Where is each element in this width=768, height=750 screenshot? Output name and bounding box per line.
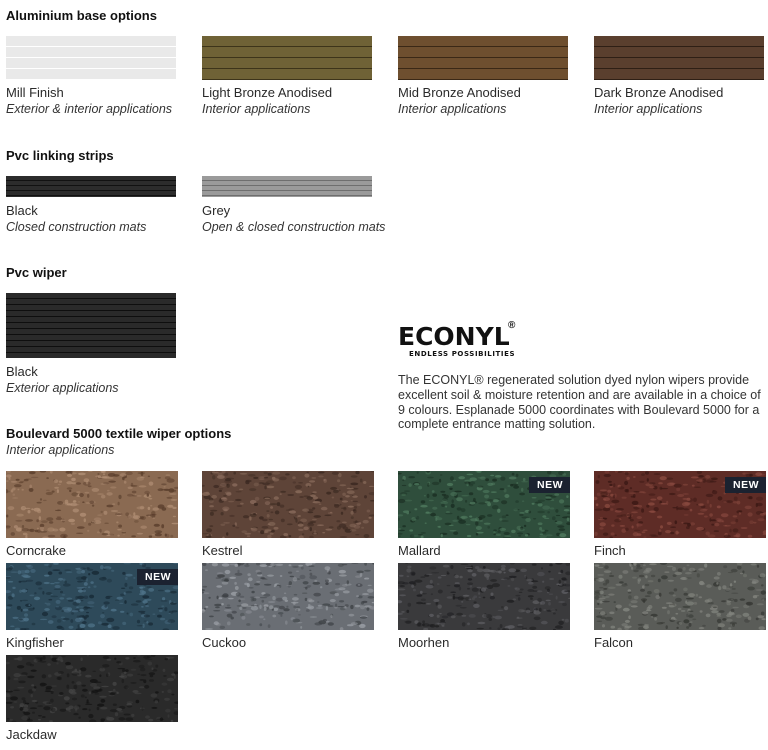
econyl-registered-mark: ® <box>508 320 516 331</box>
textile-kingfisher-swatch <box>6 563 178 630</box>
pvc-strip-grey-swatch <box>202 176 372 197</box>
textile-option-name: Kingfisher <box>6 635 64 650</box>
textile-option-name: Finch <box>594 543 626 558</box>
new-badge: NEW <box>137 569 178 585</box>
pvc-wiper-sub: Exterior applications <box>6 381 119 395</box>
pvc-strips-heading: Pvc linking strips <box>6 148 114 163</box>
aluminium-mid-bronze-anodised-swatch <box>398 36 568 80</box>
pvc-strip-sub: Closed construction mats <box>6 220 147 234</box>
textile-texture <box>202 471 374 538</box>
econyl-logo <box>398 322 528 362</box>
textile-texture <box>594 563 766 630</box>
pvc-wiper-heading: Pvc wiper <box>6 265 67 280</box>
textile-texture <box>6 471 178 538</box>
aluminium-option-sub: Interior applications <box>202 102 311 116</box>
textile-texture <box>6 655 178 722</box>
pvc-strip-name: Black <box>6 203 38 218</box>
econyl-description: The ECONYL® regenerated solution dyed nylon wipers provide excellent soil & moisture retention and are available in a choice of 9 colours. Esplanade 5000 coordinates with Boulevard 5000 for a complete entrance matting solution. <box>398 373 761 432</box>
boulevard-heading: Boulevard 5000 textile wiper options <box>6 426 232 441</box>
textile-falcon-swatch <box>594 563 766 630</box>
new-badge: NEW <box>725 477 766 493</box>
aluminium-option-name: Mid Bronze Anodised <box>398 85 521 100</box>
textile-option-name: Falcon <box>594 635 634 650</box>
pvc-wiper-name: Black <box>6 364 38 379</box>
textile-finch-swatch <box>594 471 766 538</box>
aluminium-light-bronze-anodised-swatch <box>202 36 372 80</box>
pvc-wiper-black-swatch <box>6 293 176 358</box>
pvc-strip-black-swatch <box>6 176 176 197</box>
textile-kestrel-swatch <box>202 471 374 538</box>
textile-option-name: Corncrake <box>6 543 66 558</box>
pvc-strip-name: Grey <box>202 203 231 218</box>
aluminium-mill-finish-swatch <box>6 36 176 80</box>
aluminium-heading: Aluminium base options <box>6 8 157 23</box>
aluminium-option-sub: Interior applications <box>594 102 703 116</box>
textile-option-name: Cuckoo <box>202 635 247 650</box>
textile-mallard-swatch <box>398 471 570 538</box>
textile-option-name: Mallard <box>398 543 441 558</box>
boulevard-sub: Interior applications <box>6 443 115 457</box>
textile-texture <box>398 563 570 630</box>
textile-jackdaw-swatch <box>6 655 178 722</box>
textile-texture <box>202 563 374 630</box>
econyl-tagline: ENDLESS POSSIBILITIES <box>409 350 516 358</box>
textile-option-name: Jackdaw <box>6 727 57 742</box>
textile-cuckoo-swatch <box>202 563 374 630</box>
econyl-logo-word: ECONYL <box>398 322 510 351</box>
aluminium-dark-bronze-anodised-swatch <box>594 36 764 80</box>
textile-option-name: Kestrel <box>202 543 243 558</box>
aluminium-option-sub: Exterior & interior applications <box>6 102 173 116</box>
aluminium-option-name: Dark Bronze Anodised <box>594 85 724 100</box>
new-badge: NEW <box>529 477 570 493</box>
aluminium-option-name: Light Bronze Anodised <box>202 85 333 100</box>
textile-moorhen-swatch <box>398 563 570 630</box>
textile-corncrake-swatch <box>6 471 178 538</box>
textile-option-name: Moorhen <box>398 635 450 650</box>
pvc-strip-sub: Open & closed construction mats <box>202 220 386 234</box>
aluminium-option-sub: Interior applications <box>398 102 507 116</box>
aluminium-option-name: Mill Finish <box>6 85 64 100</box>
